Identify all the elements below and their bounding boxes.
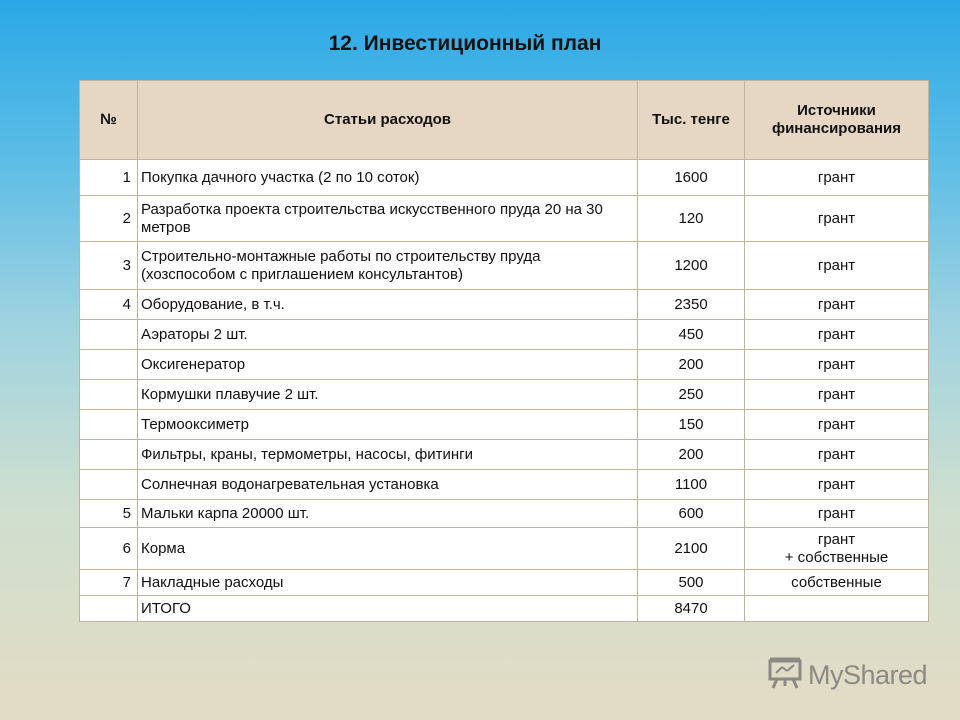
table-total-row [80, 596, 929, 622]
row-amount: 450 [638, 320, 745, 350]
row-source: грант [745, 440, 929, 470]
table-row [80, 380, 929, 410]
table-row [80, 242, 929, 290]
row-num: 1 [80, 160, 138, 196]
row-source: грант + собственные [745, 528, 929, 570]
row-source: грант [745, 242, 929, 290]
row-amount: 600 [638, 500, 745, 528]
row-item: Разработка проекта строительства искусственного пруда 20 на 30 метров [138, 196, 638, 242]
row-item: Накладные расходы [138, 570, 638, 596]
row-num [80, 410, 138, 440]
table-row [80, 470, 929, 500]
row-num: 4 [80, 290, 138, 320]
row-amount: 2350 [638, 290, 745, 320]
row-amount: 150 [638, 410, 745, 440]
row-amount: 1200 [638, 242, 745, 290]
table-row [80, 570, 929, 596]
row-source: грант [745, 290, 929, 320]
row-amount: 200 [638, 350, 745, 380]
row-amount: 8470 [638, 596, 745, 622]
table-row [80, 196, 929, 242]
row-num [80, 320, 138, 350]
row-source [745, 596, 929, 622]
row-item: Солнечная водонагревательная установка [138, 470, 638, 500]
header-num: № [80, 81, 138, 160]
row-item: Оксигенератор [138, 350, 638, 380]
row-num: 7 [80, 570, 138, 596]
row-amount: 250 [638, 380, 745, 410]
row-item: Оборудование, в т.ч. [138, 290, 638, 320]
presentation-board-icon [768, 656, 802, 695]
row-num [80, 350, 138, 380]
row-amount: 500 [638, 570, 745, 596]
row-item: Термооксиметр [138, 410, 638, 440]
row-item: Корма [138, 528, 638, 570]
table-row [80, 500, 929, 528]
table-header-row [80, 81, 929, 160]
row-amount: 200 [638, 440, 745, 470]
row-item: Кормушки плавучие 2 шт. [138, 380, 638, 410]
row-source: грант [745, 320, 929, 350]
row-num [80, 380, 138, 410]
header-amount: Тыс. тенге [638, 81, 745, 160]
table-row [80, 440, 929, 470]
table-row [80, 528, 929, 570]
row-item: Строительно-монтажные работы по строительству пруда (хозспособом с приглашением консультантов) [138, 242, 638, 290]
row-num: 3 [80, 242, 138, 290]
table-row [80, 350, 929, 380]
row-source: грант [745, 410, 929, 440]
logo-text: MyShared [808, 660, 928, 690]
row-amount: 2100 [638, 528, 745, 570]
row-num: 5 [80, 500, 138, 528]
row-item: Мальки карпа 20000 шт. [138, 500, 638, 528]
row-num: 6 [80, 528, 138, 570]
row-amount: 1600 [638, 160, 745, 196]
row-item: Аэраторы 2 шт. [138, 320, 638, 350]
row-source: грант [745, 500, 929, 528]
header-source: Источники финансирования [745, 81, 929, 160]
row-source: грант [745, 160, 929, 196]
header-item: Статьи расходов [138, 81, 638, 160]
row-source: грант [745, 196, 929, 242]
table-row [80, 290, 929, 320]
row-num [80, 470, 138, 500]
row-source: грант [745, 380, 929, 410]
table-row [80, 320, 929, 350]
row-source: грант [745, 470, 929, 500]
row-amount: 1100 [638, 470, 745, 500]
investment-table [79, 80, 929, 622]
row-source: собственные [745, 570, 929, 596]
row-item: ИТОГО [138, 596, 638, 622]
row-item: Фильтры, краны, термометры, насосы, фитинги [138, 440, 638, 470]
row-num [80, 440, 138, 470]
table-row [80, 160, 929, 196]
row-num: 2 [80, 196, 138, 242]
row-source: грант [745, 350, 929, 380]
table-row [80, 410, 929, 440]
page-title: 12. Инвестиционный план [328, 32, 602, 55]
row-amount: 120 [638, 196, 745, 242]
myshared-logo [768, 656, 927, 695]
row-num [80, 596, 138, 622]
row-item: Покупка дачного участка (2 по 10 соток) [138, 160, 638, 196]
